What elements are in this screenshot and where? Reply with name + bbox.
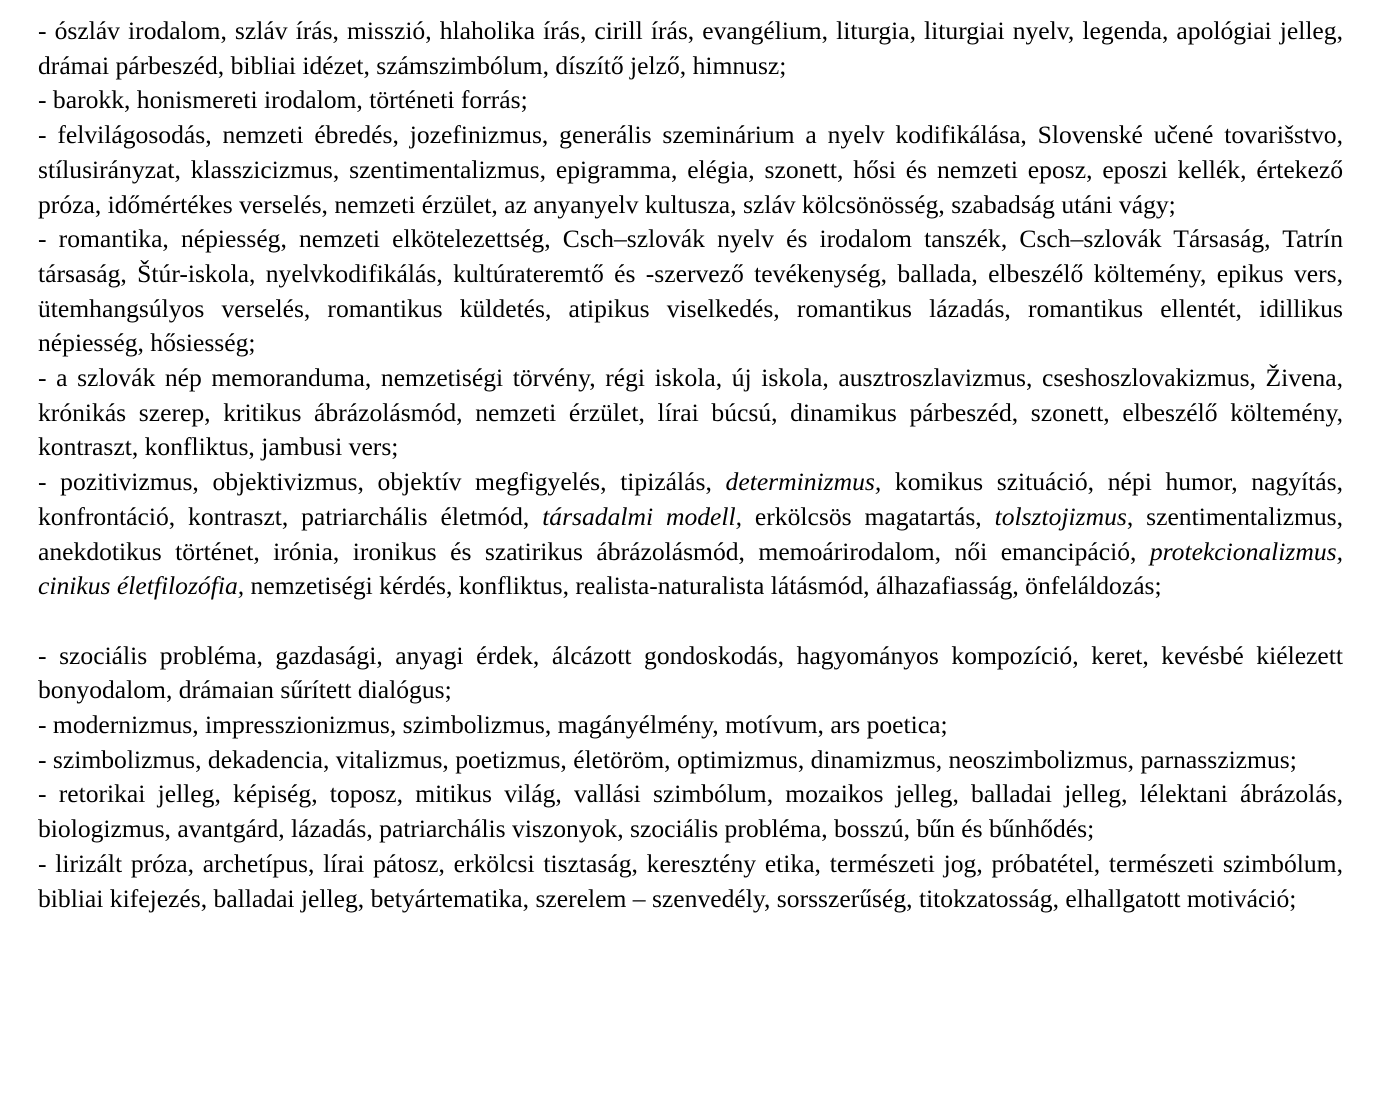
term-paragraph <box>38 118 1343 222</box>
term-paragraph <box>38 639 1343 708</box>
text-segment: - barokk, honismereti irodalom, történeti forrás; <box>38 85 528 115</box>
text-segment: nemzetiségi kérdés, konfliktus, realista-naturalista látásmód, álhazafiasság, önfeláldozás; <box>244 571 1162 601</box>
term-paragraph <box>38 465 1343 604</box>
text-segment: - retorikai jelleg, képiség, toposz, mitikus világ, vallási szimbólum, mozaikos jelleg, balladai jelleg, lélektani ábrázolás, biologizmus, avantgárd, lázadás, patriarchális viszonyok, szociális probléma, bosszú, bűn és bűnhődés; <box>38 779 1343 844</box>
term-paragraph <box>38 777 1343 846</box>
term-paragraph <box>38 847 1343 916</box>
term-paragraph <box>38 222 1343 361</box>
text-segment: komikus szituáció, népi humor, nagyítás, konfrontáció, kontraszt, patriarchális életmód, <box>38 467 1343 531</box>
term-paragraph <box>38 83 1343 118</box>
text-segment: - felvilágosodás, nemzeti ébredés, jozefinizmus, generális szeminárium a nyelv kodifikálása, Slovenské učené tovarišstvo, stílusirányzat, klasszicizmus, szentimentalizmus, epigramma, elégia, szonett, hősi és nemzeti eposz, eposzi kellék, értekező próza, időmértékes verselés, nemzeti érzület, az anyanyelv kultusza, szláv kölcsönösség, szabadság utáni vágy; <box>38 120 1343 219</box>
text-segment: - szimbolizmus, dekadencia, vitalizmus, poetizmus, életöröm, optimizmus, dinamizmus, neoszimbolizmus, parnasszizmus; <box>38 744 1297 774</box>
text-segment: - ószláv irodalom, szláv írás, misszió, hlaholika írás, cirill írás, evangélium, liturgia, liturgiai nyelv, legenda, apológiai jelleg, drámai párbeszéd, bibliai idézet, számszimbólum, díszítő jelző, himnusz; <box>38 16 1343 80</box>
term-paragraph <box>38 361 1343 465</box>
text-segment: - szociális probléma, gazdasági, anyagi érdek, álcázott gondoskodás, hagyományos kompozíció, keret, kevésbé kiélezett bonyodalom, drámaian sűrített dialógus; <box>38 640 1343 705</box>
text-segment: - lirizált próza, archetípus, lírai pátosz, erkölcsi tisztaság, keresztény etika, természeti jog, próbatétel, természeti szimbólum, bibliai kifejezés, balladai jelleg, betyártematika, szerelem – szenvedély, sorsszerűség, titokzatosság, elhallgatott motiváció; <box>38 848 1343 913</box>
italic-term: protekcionalizmus, cinikus életfilozófia, <box>38 536 1343 601</box>
text-segment: - romantika, népiesség, nemzeti elkötelezettség, Csch–szlovák nyelv és irodalom tanszék, Csch–szlovák Társaság, Tatrín társaság, Štúr-iskola, nyelvkodifikálás, kultúrateremtő és -szervező tevékenység, ballada, elbeszélő költemény, epikus vers, ütemhangsúlyos verselés, romantikus küldetés, atipikus viselkedés, romantikus lázadás, romantikus ellentét, idillikus népiesség, hősiesség; <box>38 224 1343 358</box>
text-segment: erkölcsös magatartás, <box>742 501 995 531</box>
text-segment: - modernizmus, impresszionizmus, szimbolizmus, magányélmény, motívum, ars poetica; <box>38 710 948 740</box>
italic-term: társadalmi modell, <box>542 501 743 531</box>
italic-term: tolsztojizmus <box>994 501 1127 531</box>
italic-term: determinizmus, <box>725 467 882 497</box>
text-segment: , szentimentalizmus, anekdotikus történet, irónia, ironikus és szatirikus ábrázolásmód, memoárirodalom, női emancipáció, <box>38 501 1344 566</box>
term-paragraph <box>38 708 1343 743</box>
term-paragraph <box>38 743 1343 778</box>
text-segment: - a szlovák nép memoranduma, nemzetiségi törvény, régi iskola, új iskola, ausztroszlavizmus, cseshoszlovakizmus, Živena, krónikás szerep, kritikus ábrázolásmód, nemzeti érzület, lírai búcsú, dinamikus párbeszéd, szonett, elbeszélő költemény, kontraszt, konfliktus, jambusi vers; <box>38 363 1343 462</box>
term-paragraph <box>38 14 1343 83</box>
text-segment: - pozitivizmus, objektivizmus, objektív megfigyelés, tipizálás, <box>38 467 726 497</box>
